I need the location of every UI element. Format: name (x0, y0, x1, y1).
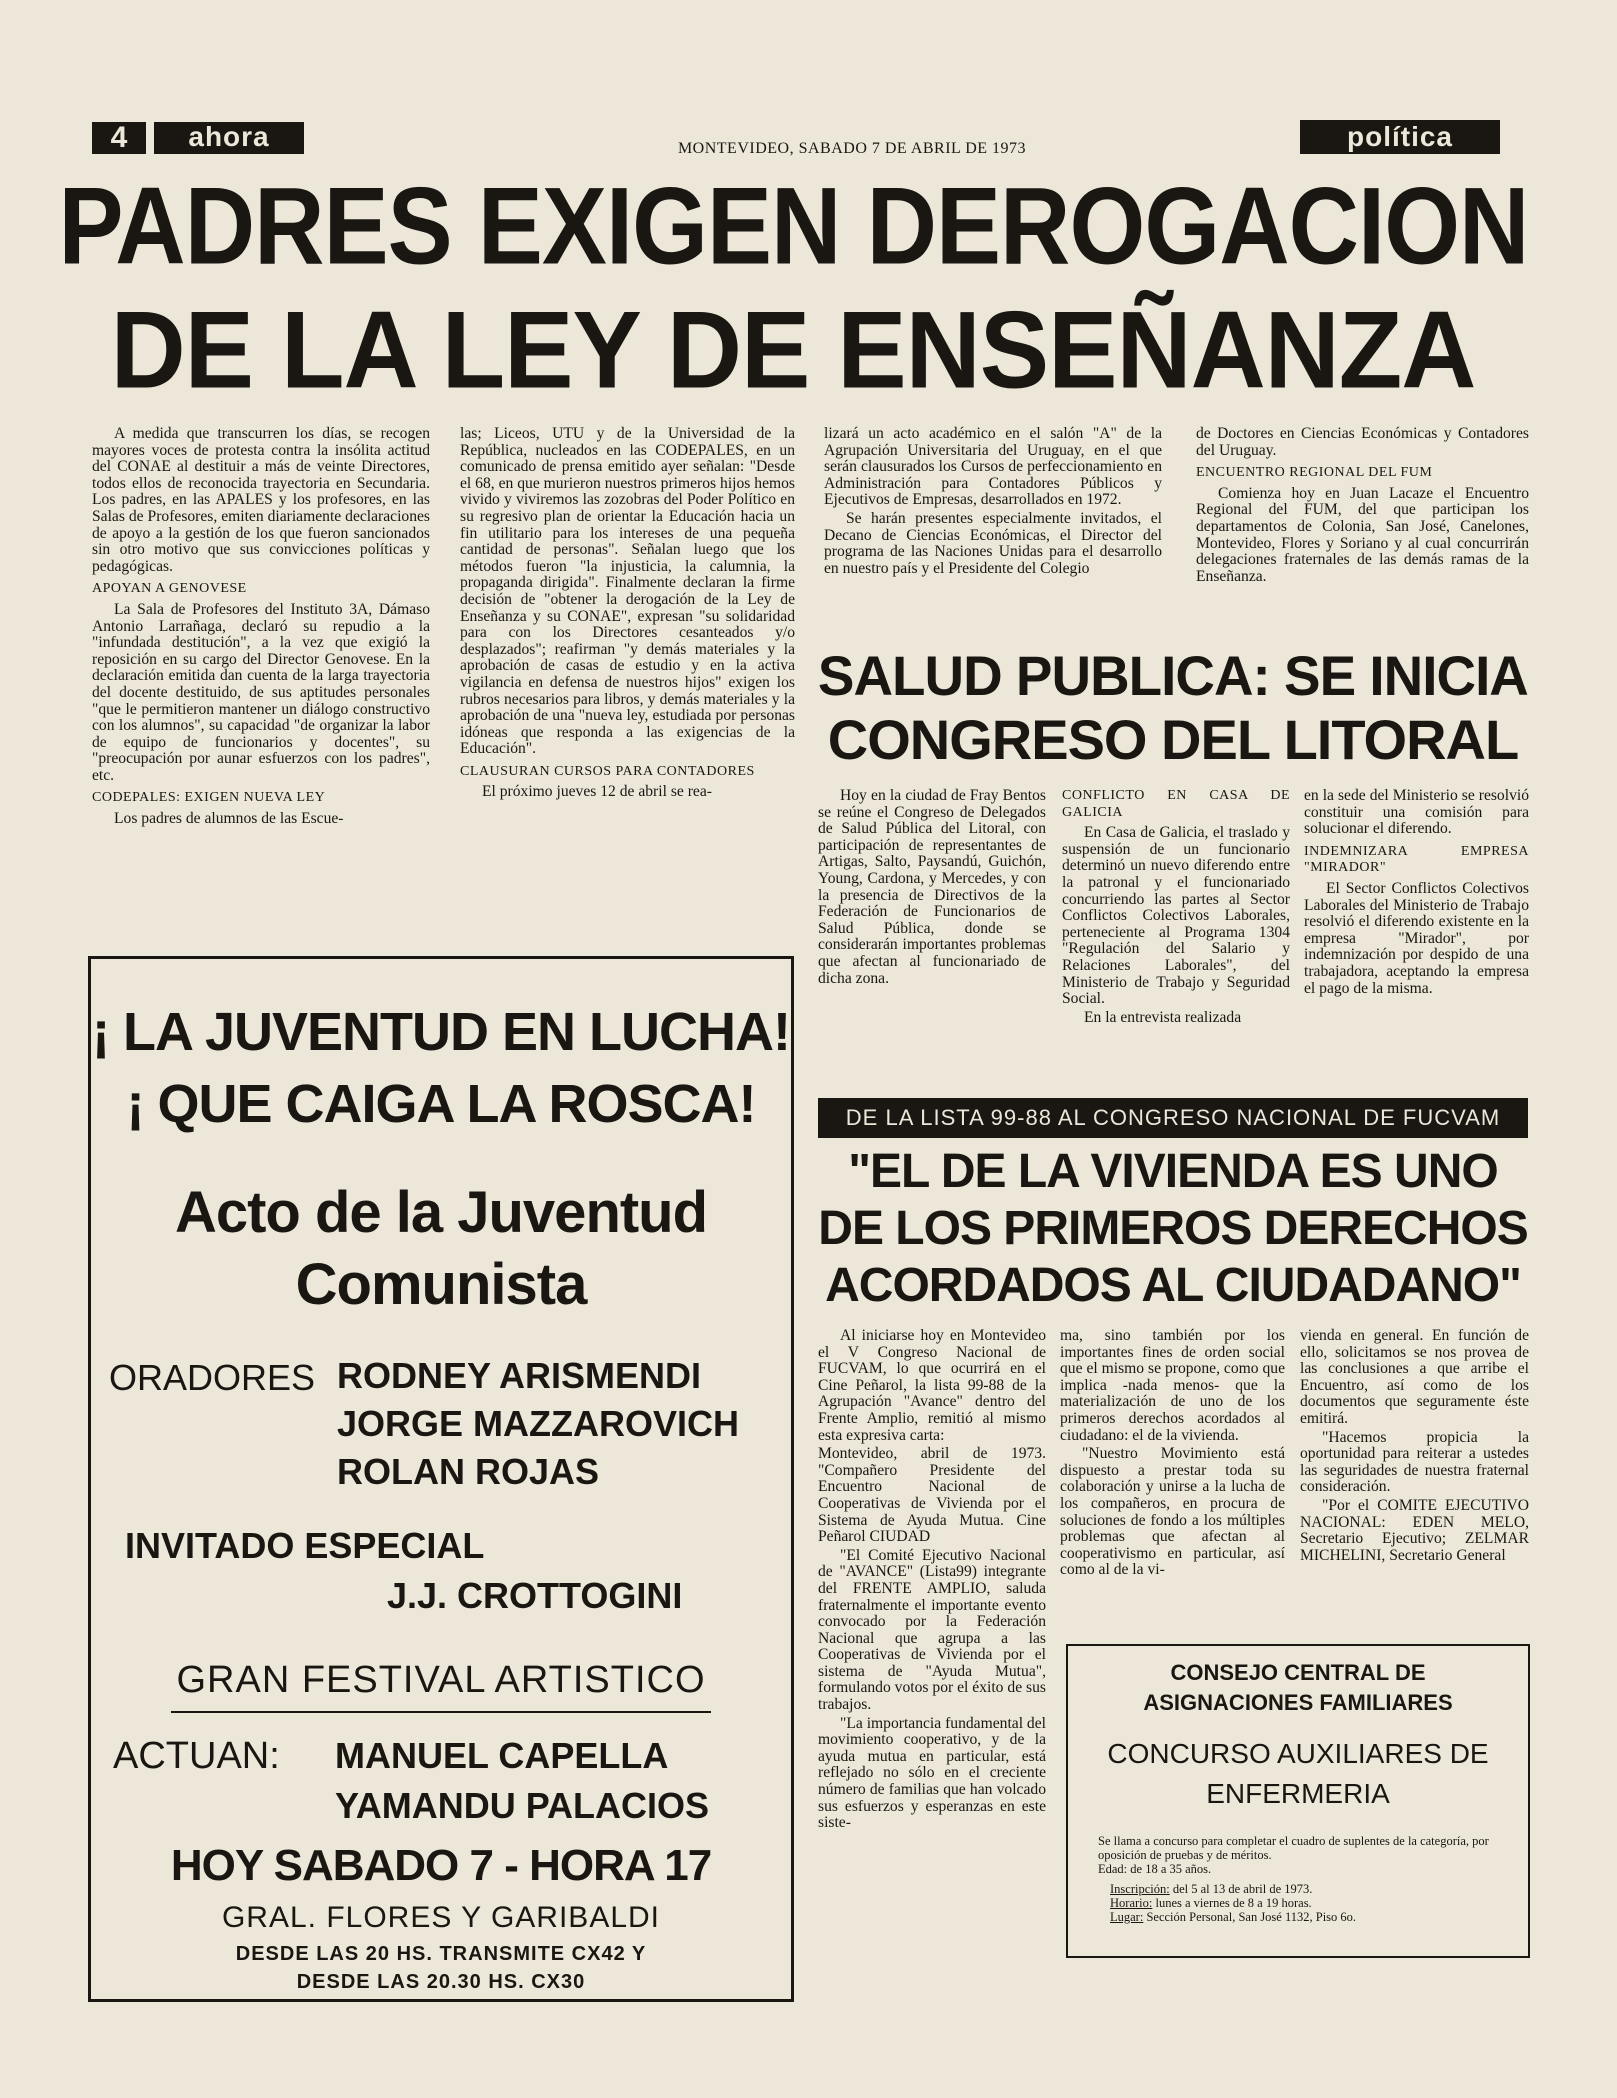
fucvam-paragraph: Montevideo, abril de 1973. "Compañero Presidente del Encuentro Nacional de Cooperativas de Vivienda por el Sistema de Ayuda Mutua. Cine Peñarol CIUDAD (818, 1445, 1046, 1546)
ad-orador: JORGE MAZZAROVICH (337, 1403, 740, 1444)
consejo-detail (1098, 1896, 1498, 1910)
fucvam-paragraph: "Por el COMITE EJECUTIVO NACIONAL: EDEN MELO, Secretario Ejecutivo; ZELMAR MICHELINI, Secretario General (1300, 1496, 1529, 1564)
consejo-detail-value: lunes a viernes de 8 a 19 horas. (1155, 1896, 1312, 1910)
consejo-body-text: Se llama a concurso para completar el cuadro de suplentes de la categoría, por oposición de pruebas y de méritos. (1098, 1834, 1489, 1862)
ad-actuan-label: ACTUAN: (113, 1735, 280, 1777)
article1-col1 (92, 426, 430, 830)
salud-paragraph: En la entrevista realizada (1084, 1008, 1242, 1026)
ad-lugar: GRAL. FLORES Y GARIBALDI (221, 1901, 661, 1934)
consejo-body-text: Edad: de 18 a 35 años. (1098, 1862, 1212, 1876)
fucvam-paragraph: "Nuestro Movimiento está dispuesto a prestar toda su colaboración y unirse a la lucha de los compañeros, en procura de soluciones de fondo a los múltiples problemas que afectan al cooperativismo en particular, así como al de la vi- (1060, 1445, 1285, 1579)
fucvam-headline-line3: ACORDADOS AL CIUDADANO" (825, 1259, 1521, 1312)
fucvam-paragraph: ma, sino también por los importantes fines de orden social que el mismo se propone, como que implica -nada menos- que la materialización de uno de los primeros derechos acordados al ciudadano: el de la vivienda. (1060, 1327, 1285, 1444)
ad-orador: ROLAN ROJAS (337, 1451, 600, 1492)
consejo-detail-label: Inscripción: (1110, 1882, 1170, 1896)
ad-juventud-comunista (88, 956, 794, 2002)
consejo-title: CONSEJO CENTRAL DE (1170, 1660, 1426, 1685)
page-header (92, 120, 1500, 160)
article1-paragraph: Los padres de alumnos de las Escue- (114, 810, 344, 828)
article1-col4 (1196, 426, 1529, 587)
salud-paragraph: en la sede del Ministerio se resolvió constituir una comisión para solucionar el diferendo. (1304, 787, 1529, 838)
fucvam-paragraph: "La importancia fundamental del movimiento cooperativo, y de la ayuda mutua en particular, está reflejado no sólo en el creciente número de familias que han volcado sus esfuerzos y esperanzas en este siste- (818, 1714, 1046, 1832)
section-label: política (1300, 120, 1500, 154)
ad-transmite: DESDE LAS 20 HS. TRANSMITE CX42 Y (235, 1943, 647, 1965)
consejo-subtitle: CONCURSO AUXILIARES DE (1107, 1738, 1489, 1769)
ad-festival: GRAN FESTIVAL ARTISTICO (176, 1659, 706, 1701)
fucvam-paragraph: "El Comité Ejecutivo Nacional de "AVANCE" (Lista99) integrante del FRENTE AMPLIO, saluda fraternalmente el importante evento convocado por la Federación Nacional que agrupa a las Cooperativas de Vivienda por el sistema de "Ayuda Mutua", formulando votos por el éxito de sus trabajos. (818, 1546, 1046, 1714)
fucvam-col1 (818, 1328, 1046, 1834)
main-headline-line1: PADRES EXIGEN DEROGACION (58, 165, 1528, 288)
main-headline-line2: DE LA LEY DE ENSEÑANZA (110, 289, 1476, 412)
article1-subhead: ENCUENTRO REGIONAL DEL FUM (1196, 465, 1433, 481)
fucvam-headline-line2: DE LOS PRIMEROS DERECHOS (818, 1202, 1528, 1255)
page-number: 4 (92, 122, 146, 154)
ad-slogan1: ¡ LA JUVENTUD EN LUCHA! (92, 1002, 790, 1062)
salud-subhead: INDEMNIZARA EMPRESA "MIRADOR" (1304, 843, 1529, 876)
ad-invitado: J.J. CROTTOGINI (387, 1575, 683, 1616)
salud-headline-line2: CONGRESO DEL LITORAL (827, 708, 1519, 771)
consejo-detail-label: Horario: (1110, 1896, 1153, 1910)
ad-invitado-label: INVITADO ESPECIAL (125, 1525, 485, 1566)
salud-col2 (1062, 788, 1290, 1028)
salud-col1 (818, 788, 1046, 989)
fucvam-col3 (1300, 1328, 1529, 1566)
article1-subhead: CODEPALES: EXIGEN NUEVA LEY (92, 790, 326, 806)
article1-paragraph: A medida que transcurren los días, se recogen mayores voces de protesta contra la insólita actitud del CONAE al destituir a más de veinte Directores, todos ellos de reconocida trayectoria en Secundaria. Los padres, en las APALES y los profesores, en las Salas de Profesores, emiten diariamente declaraciones de apoyo a la gestión de los que fueron sancionados sin otro motivo que sus convicciones políticas y pedagógicas. (92, 425, 430, 575)
brand-logo: ahora (154, 122, 304, 154)
ad-artista: YAMANDU PALACIOS (335, 1785, 710, 1826)
fucvam-paragraph: vienda en general. En función de ello, solicitamos se nos provea de las conclusiones a que arribe el Encuentro, así como de los documentos que seguramente éste emitirá. (1300, 1327, 1529, 1427)
ad-artista: MANUEL CAPELLA (335, 1735, 669, 1776)
salud-paragraph: En Casa de Galicia, el traslado y suspensión de un funcionario determinó un nuevo diferendo entre la patronal y el funcionariado concurriendo las partes al Sector Conflictos Colectivos Laborales, perteneciente al Programa 1304 "Regulación del Salario y Relaciones Laborales", del Ministerio de Trabajo y Seguridad Social. (1062, 824, 1290, 1008)
article1-col3 (824, 426, 1162, 579)
salud-paragraph: El Sector Conflictos Colectivos Laborales del Ministerio de Trabajo resolvió el diferendo existente en la empresa "Mirador", por indemnización por despido de una trabajadora, aceptando la empresa el pago de la misma. (1304, 879, 1529, 997)
consejo-detail (1098, 1882, 1498, 1896)
consejo-detail (1098, 1910, 1498, 1924)
dateline: MONTEVIDEO, SABADO 7 DE ABRIL DE 1973 (677, 140, 1027, 157)
salud-subhead: CONFLICTO EN CASA DE GALICIA (1062, 788, 1290, 820)
article1-paragraph: El próximo jueves 12 de abril se rea- (482, 783, 712, 801)
article1-paragraph: La Sala de Profesores del Instituto 3A, Dámaso Antonio Larrañaga, declaró su repudio a la "infundada destitución", a la vez que exigió la reposición en su cargo del Director Genovese. En la declaración emitida dan cuenta de la larga trayectoria del docente destituido, de sus aptitudes personales "que le permitieron mantener un diálogo constructivo con los alumnos", su capacidad "de organizar la labor de equipo de funcionarios y docentes", su "preocupación por aunar esfuerzos con los padres", etc. (92, 600, 430, 784)
ad-orador: RODNEY ARISMENDI (337, 1355, 702, 1396)
consejo-detail-label: Lugar: (1110, 1910, 1144, 1924)
fucvam-col2 (1060, 1328, 1285, 1581)
article1-paragraph: de Doctores en Ciencias Económicas y Contadores del Uruguay. (1196, 425, 1529, 459)
fucvam-banner-text: DE LA LISTA 99-88 AL CONGRESO NACIONAL DE FUCVAM (845, 1105, 1501, 1130)
ad-festival-rule (171, 1711, 711, 1713)
article1-subhead: CLAUSURAN CURSOS PARA CONTADORES (460, 763, 755, 779)
ad-fecha: HOY SABADO 7 - HORA 17 (170, 1841, 712, 1890)
consejo-title: ASIGNACIONES FAMILIARES (1143, 1690, 1453, 1715)
article1-paragraph: Se harán presentes especialmente invitados, el Decano de Ciencias Económicas, el Director del programa de las Naciones Unidas para el desarrollo en nuestro país y el Presidente del Colegio (824, 509, 1162, 577)
fucvam-headline-line1: "EL DE LA VIVIENDA ES UNO (848, 1145, 1498, 1198)
ad-title1: Acto de la Juventud (174, 1180, 708, 1245)
salud-col3 (1304, 788, 1529, 999)
ad-consejo-central (1066, 1644, 1530, 1958)
article1-paragraph: las; Liceos, UTU y de la Universidad de la República, nucleados en las CODEPALES, en un comunicado de prensa emitido ayer señalan: "Desde el 68, en que murieron nuestros primeros hijos hemos vivido y viviremos las zozobras del Poder Político en su regresivo plan de orientar la Educación hacia un fin utilitario para los intereses de una pequeña cantidad de personas". Señalan luego que los métodos fueron "la injusticia, la calumnia, la propaganda dirigida". Finalmente declaran la firme decisión de "obtener la derogación de la Ley de Enseñanza y su CONAE", expresan "su solidaridad para con los Directores cesanteados y/o desplazados"; reafirman "y demás materiales y la aprobación de casas de estudio y en la activa vigilancia en defensa de nuestros hijos" exigen los rubros necesarios para libros, y demás materiales y la aprobación de una "nueva ley, estudiada por personas idóneas que responda a las exigencias de la Educación". (460, 425, 795, 758)
salud-headline-line1: SALUD PUBLICA: SE INICIA (818, 644, 1529, 707)
consejo-detail-value: Sección Personal, San José 1132, Piso 6o. (1146, 1910, 1357, 1924)
ad-oradores-label: ORADORES (109, 1357, 316, 1398)
fucvam-paragraph: Al iniciarse hoy en Montevideo el V Congreso Nacional de FUCVAM, lo que ocurrirá en el Cine Peñarol, la lista 99-88 de la Agrupación "Avance" dentro del Frente Amplio, remitió al mismo esta expresiva carta: (818, 1327, 1046, 1444)
ad-title2: Comunista (295, 1252, 587, 1317)
consejo-subtitle: ENFERMERIA (1206, 1778, 1390, 1809)
article1-paragraph: lizará un acto académico en el salón "A" de la Agrupación Universitaria del Uruguay, en el que serán clausurados los Cursos de perfeccionamiento en Administración para Contadores Públicos y Ejecutivos de Empresas, desarrollados en 1972. (824, 425, 1162, 509)
article1-paragraph: Comienza hoy en Juan Lacaze el Encuentro Regional del FUM, del que participan los departamentos de Colonia, San José, Canelones, Montevideo, Flores y Soriano y al cual concurrirán delegaciones fraternales de las demás ramas de la Enseñanza. (1196, 484, 1529, 585)
article1-col2 (460, 426, 795, 803)
fucvam-banner (818, 1098, 1528, 1138)
salud-paragraph: Hoy en la ciudad de Fray Bentos se reúne el Congreso de Delegados de Salud Pública del Litoral, con participación de representantes de Artigas, Salto, Paysandú, Guichón, Young, Cardona, y Mercedes, y con la presencia de Directivos de la Federación de Funcionarios de Salud Pública, donde se considerarán importantes problemas que afectan al funcionariado de dicha zona. (818, 787, 1046, 987)
article1-subhead: APOYAN A GENOVESE (92, 581, 247, 597)
consejo-detail-value: del 5 al 13 de abril de 1973. (1172, 1882, 1313, 1896)
consejo-body (1098, 1834, 1498, 1924)
fucvam-paragraph: "Hacemos propicia la oportunidad para reiterar a ustedes las seguridades de nuestra fraternal consideración. (1300, 1428, 1529, 1496)
ad-slogan2: ¡ QUE CAIGA LA ROSCA! (126, 1074, 756, 1134)
ad-transmite: DESDE LAS 20.30 HS. CX30 (296, 1971, 586, 1993)
